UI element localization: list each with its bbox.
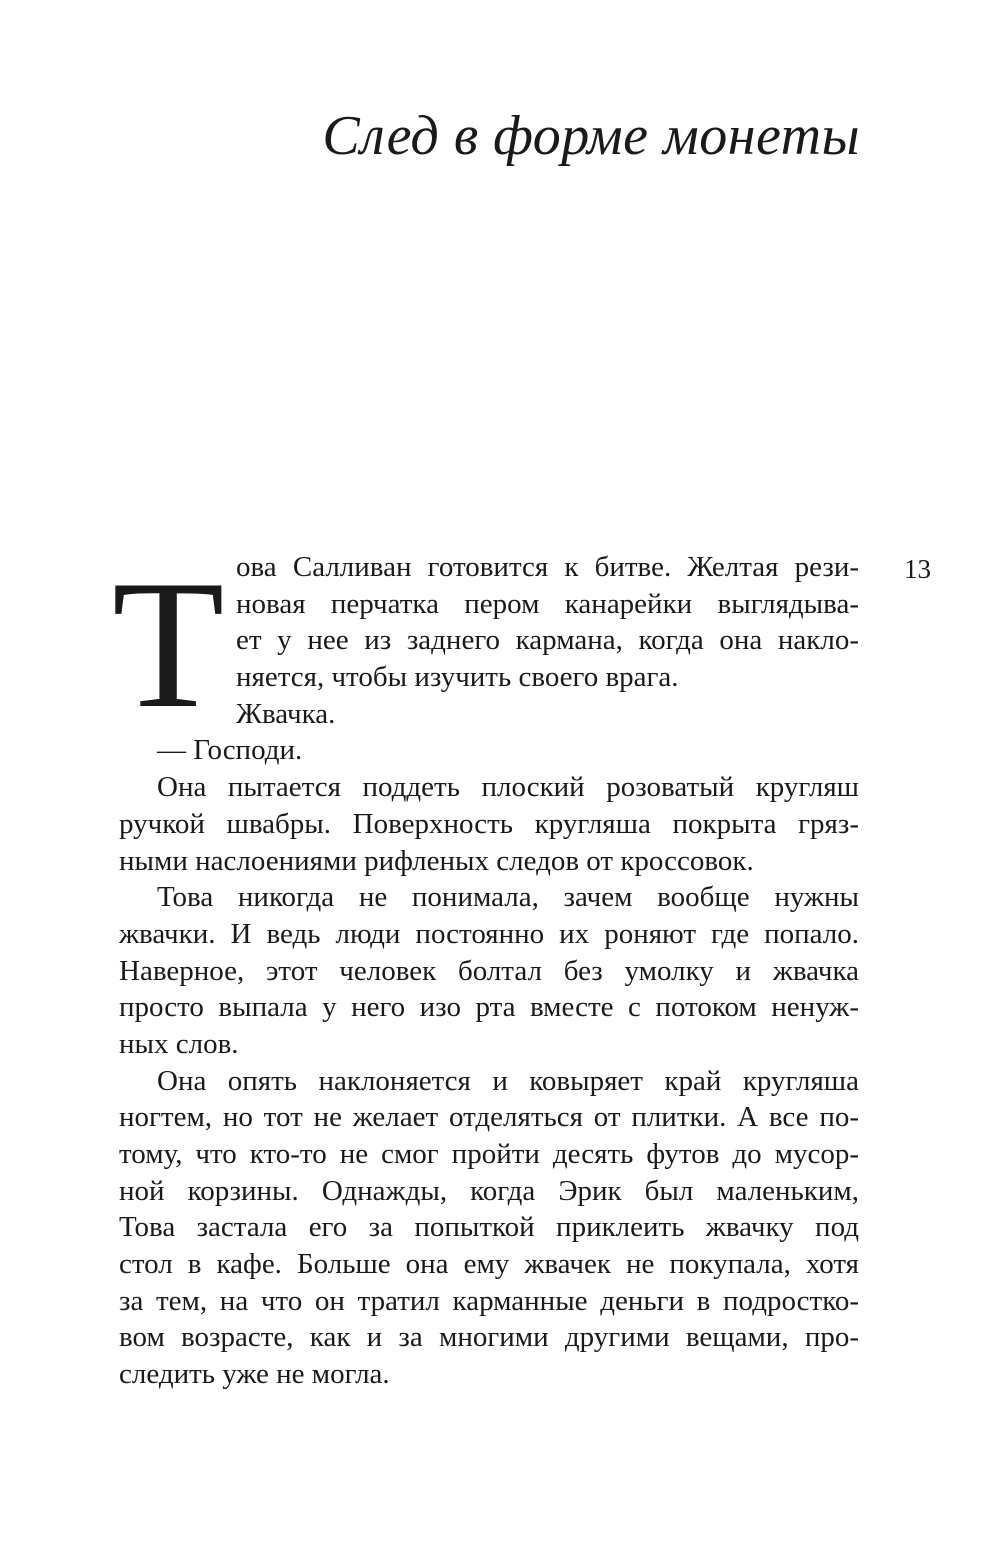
- text-line: следить уже не могла.: [119, 1358, 390, 1391]
- text-line: Она пытается поддеть плоский розоватый кругляш: [157, 771, 859, 804]
- text-line: просто выпала у него изо рта вместе с потоком ненуж-: [119, 991, 859, 1024]
- text-line: новая перчатка пером канарейки выглядыва-: [236, 587, 859, 620]
- chapter-title: След в форме монеты: [322, 105, 860, 167]
- text-line: вом возрасте, как и за многими другими вещами, про-: [119, 1321, 859, 1354]
- text-line: стол в кафе. Больше она ему жвачек не покупала, хотя: [119, 1248, 859, 1281]
- text-line: жвачки. И ведь люди постоянно их роняют где попало.: [119, 917, 859, 950]
- page-number: 13: [904, 554, 931, 584]
- text-line: Наверное, этот человек болтал без умолку и жвачка: [119, 954, 859, 987]
- text-line: Това застала его за попыткой приклеить жвачку под: [119, 1211, 859, 1244]
- text-line: ногтем, но тот не желает отделяться от плитки. А все по-: [119, 1101, 859, 1134]
- text-line: ова Салливан готовится к битве. Желтая рези-: [236, 551, 859, 583]
- text-line: за тем, на что он тратил карманные деньги в подростко-: [119, 1284, 859, 1317]
- text-line: — Господи.: [157, 734, 303, 767]
- text-line: Това никогда не понимала, зачем вообще нужны: [157, 881, 859, 914]
- text-line: ручкой швабры. Поверхность кругляша покрыта гряз-: [119, 807, 859, 840]
- text-line: Она опять наклоняется и ковыряет край кругляша: [157, 1064, 859, 1097]
- drop-cap: Т: [112, 542, 225, 746]
- text-line: ной корзины. Однажды, когда Эрик был маленьким,: [119, 1174, 859, 1207]
- body-text: [119, 549, 859, 1393]
- text-line: ными наслоениями рифленых следов от кроссовок.: [119, 844, 754, 877]
- text-line: Жвачка.: [236, 697, 336, 730]
- text-line: ет у нее из заднего кармана, когда она накло-: [236, 624, 859, 657]
- text-line: ных слов.: [119, 1027, 239, 1060]
- text-line: няется, чтобы изучить своего врага.: [236, 661, 679, 694]
- text-line: тому, что кто-то не смог пройти десять футов до мусор-: [119, 1138, 859, 1170]
